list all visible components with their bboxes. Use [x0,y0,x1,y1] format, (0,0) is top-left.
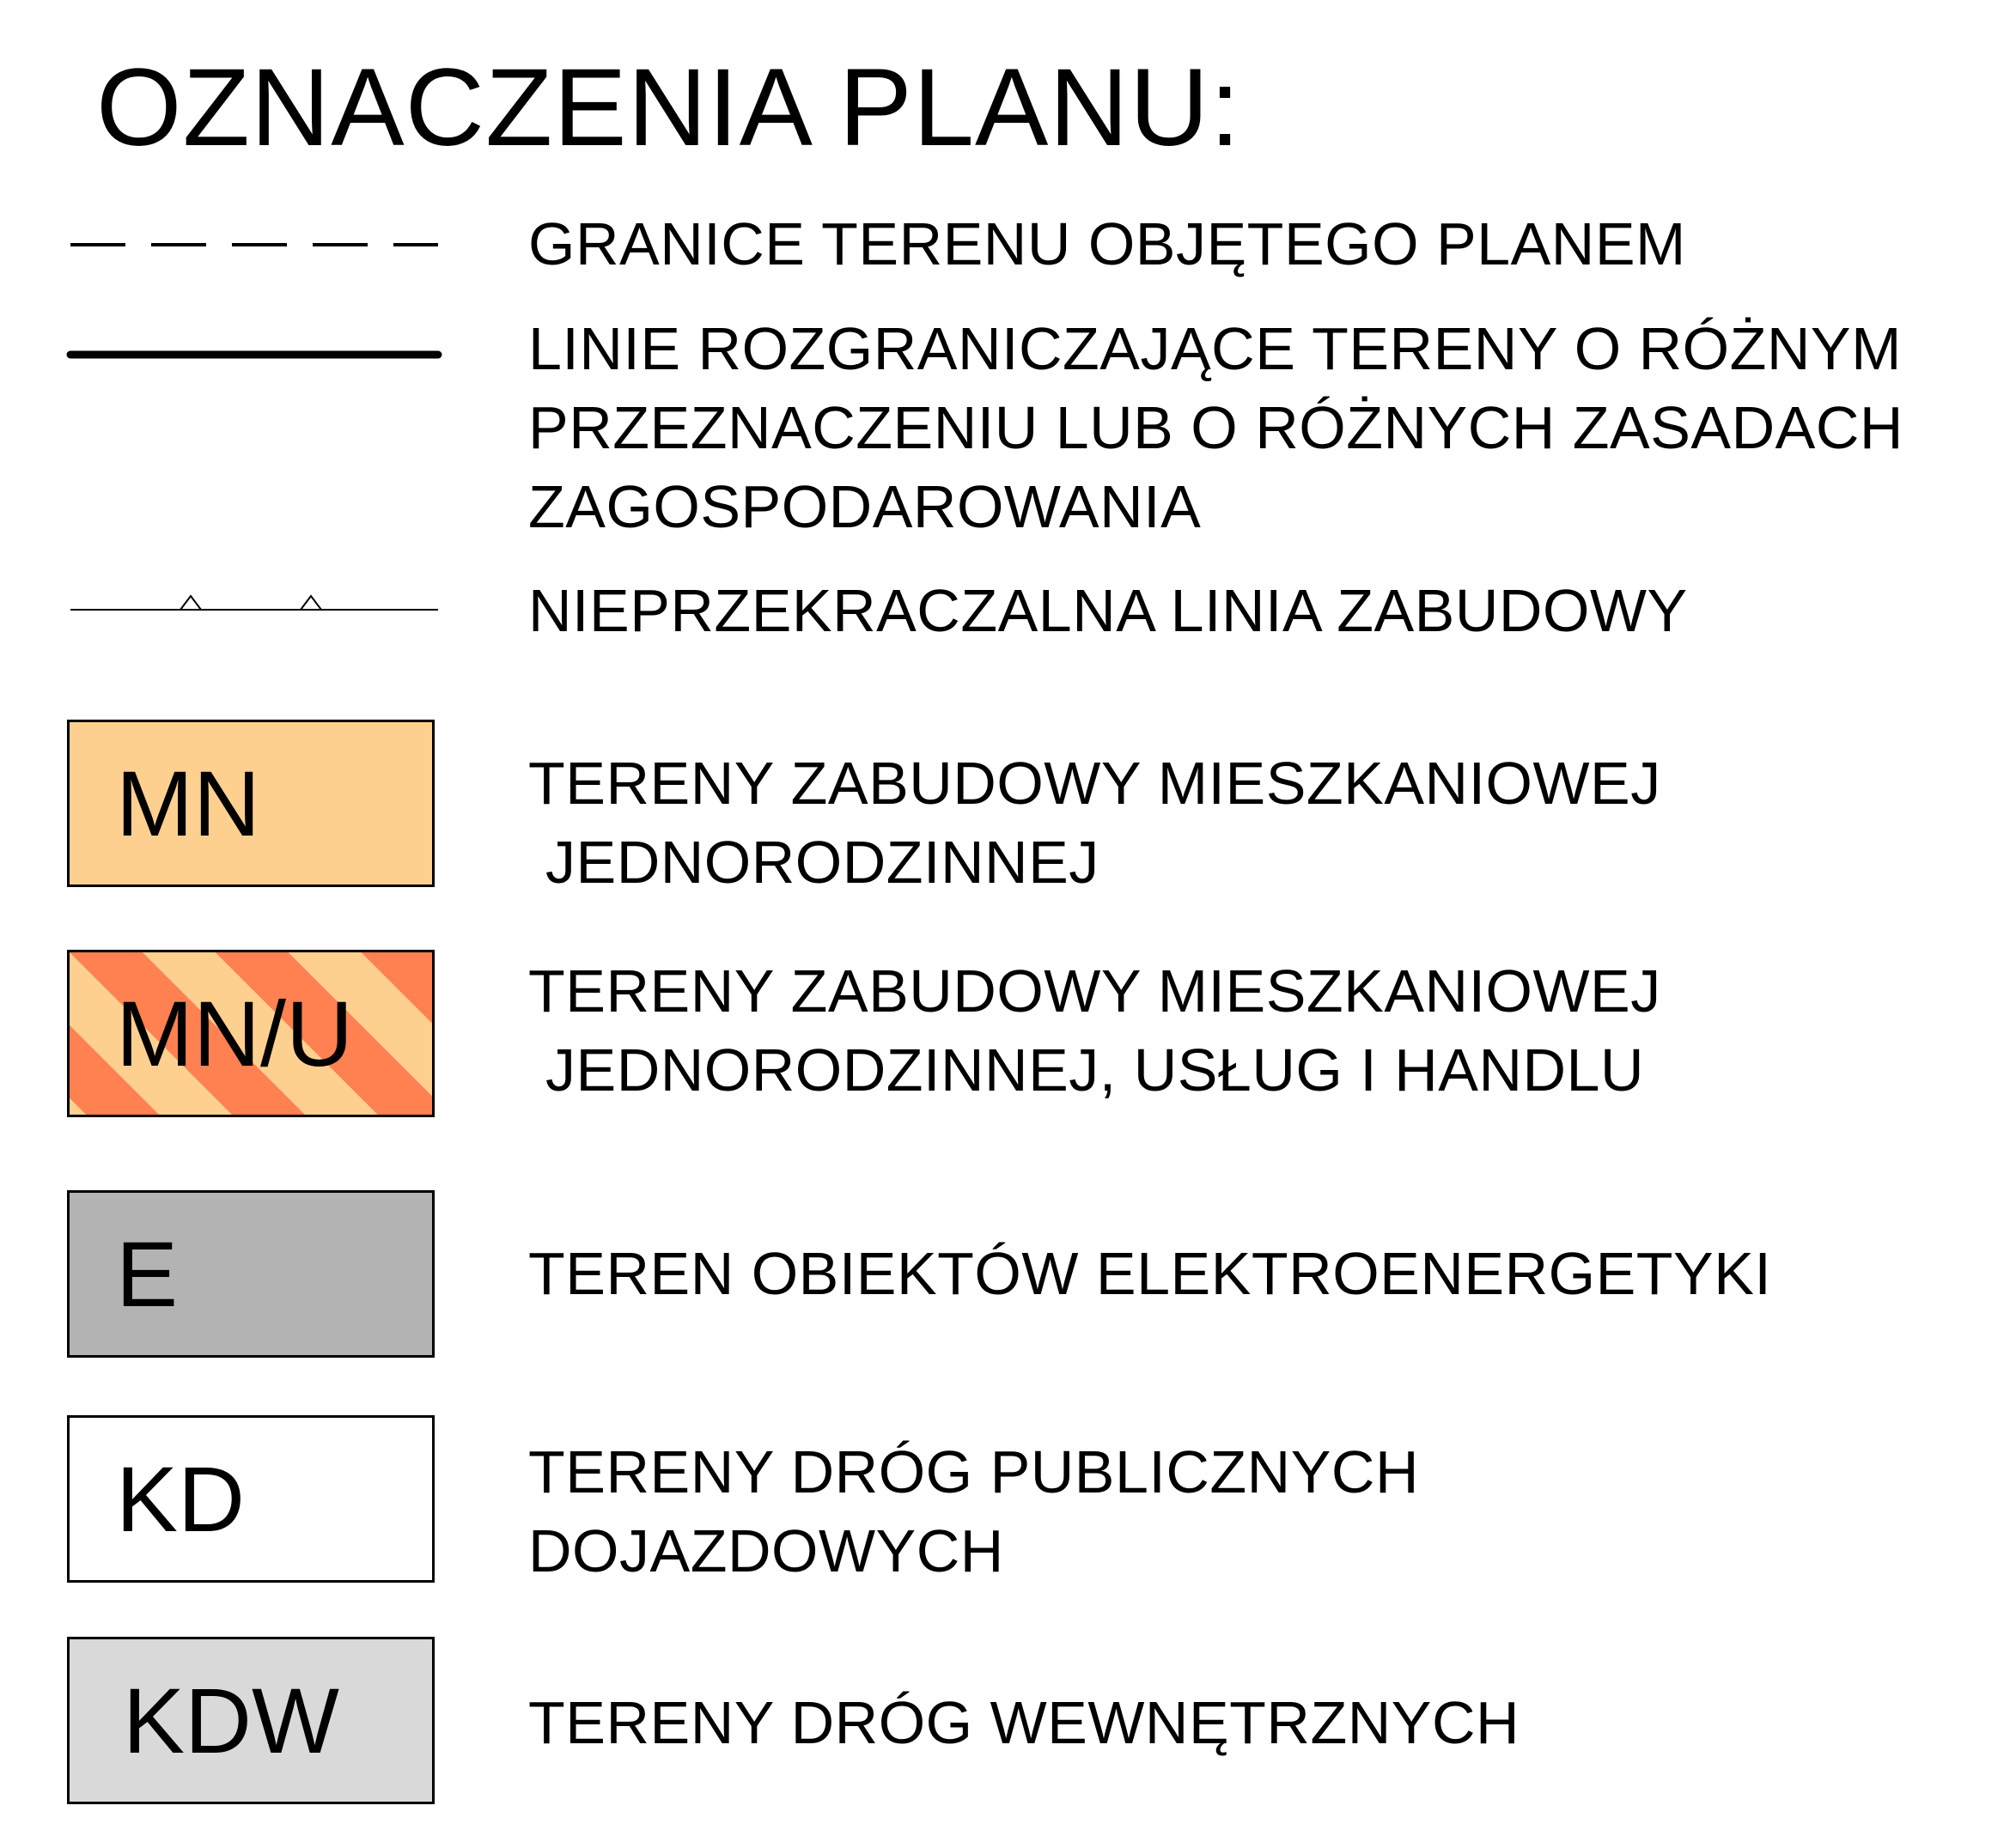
legend-text-line: ZAGOSPODAROWANIA [528,473,1202,540]
legend-text-line: NIEPRZEKRACZALNA LINIA ZABUDOWY [528,577,1688,644]
legend-text-mn [528,744,1661,902]
legend-text-line: TERENY ZABUDOWY MIESZKANIOWEJ [528,957,1661,1024]
legend-text-line: GRANICE TERENU OBJĘTEGO PLANEM [528,210,1686,277]
legend-text-building-line [528,571,1688,650]
swatch-code: KDW [123,1668,339,1772]
legend-text-line: TERENY DRÓG PUBLICZNYCH [528,1438,1420,1505]
dashed-line-symbol [70,232,438,258]
legend-text-e [528,1234,1771,1313]
legend-text-line: DOJAZDOWYCH [528,1517,1004,1584]
swatch-mn [67,720,435,887]
solid-line-symbol [70,342,438,368]
legend-text-line: LINIE ROZGRANICZAJĄCE TERENY O RÓŻNYM [528,315,1902,382]
swatch-code: MN/U [116,981,353,1085]
swatch-code: MN [116,751,260,855]
legend-text-line: TERENY ZABUDOWY MIESZKANIOWEJ [528,750,1661,817]
building-line-symbol [70,584,438,618]
legend-text-mnu [528,951,1661,1109]
swatch-mnu [67,950,435,1117]
swatch-code: E [116,1221,179,1326]
legend-text-boundary [528,204,1686,283]
swatch-kd [67,1415,435,1583]
legend-text-line: PRZEZNACZENIU LUB O RÓŻNYCH ZASADACH [528,394,1903,461]
legend-text-line: JEDNORODZINNEJ [545,829,1099,896]
legend-text-line: JEDNORODZINNEJ, USŁUG I HANDLU [545,1037,1645,1103]
legend-title: OZNACZENIA PLANU: [96,46,1241,169]
legend-text-kd [528,1432,1419,1590]
swatch-kdw [67,1637,435,1804]
legend-text-dividing [528,309,1903,546]
legend-text-line: TERENY DRÓG WEWNĘTRZNYCH [528,1689,1520,1756]
swatch-e [67,1190,435,1358]
legend-text-line: TEREN OBIEKTÓW ELEKTROENERGETYKI [528,1240,1772,1307]
legend-text-kdw [528,1683,1520,1762]
swatch-code: KD [116,1446,246,1551]
